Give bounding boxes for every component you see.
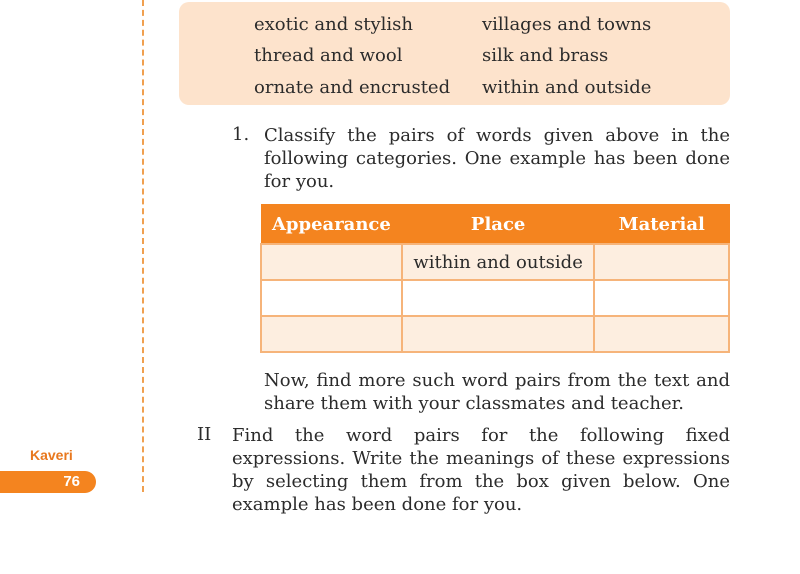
table-cell[interactable] (261, 280, 402, 316)
table-cell[interactable] (402, 316, 595, 352)
table-cell[interactable] (402, 280, 595, 316)
section-instructions: Find the word pairs for the following fixed expressions. Write the meanings of these expressions by selecting them from the box given below. One example has been done for you. (232, 425, 730, 515)
section-number: II (197, 424, 212, 445)
followup-text: Now, find more such word pairs from the text and share them with your classmates and teacher. (264, 370, 730, 414)
page-number-badge (0, 471, 96, 493)
table-cell: within and outside (402, 244, 595, 280)
word-pair: exotic and stylish (254, 14, 413, 35)
classification-table (260, 204, 730, 353)
table-row (261, 244, 729, 280)
question-number: 1. (232, 124, 250, 145)
table-cell[interactable] (261, 244, 402, 280)
page-number: 76 (63, 473, 80, 490)
table-row (261, 280, 729, 316)
header-material: Material (594, 205, 729, 245)
table-cell[interactable] (594, 280, 729, 316)
table-cell[interactable] (594, 316, 729, 352)
word-pair: thread and wool (254, 45, 403, 66)
question-text: Classify the pairs of words given above in the following categories. One example has been done for you. (264, 125, 730, 192)
word-pair: villages and towns (482, 14, 652, 35)
word-pair: within and outside (482, 77, 652, 98)
margin-divider (142, 0, 144, 492)
table-cell[interactable] (261, 316, 402, 352)
word-pair: ornate and encrusted (254, 77, 451, 98)
table-cell[interactable] (594, 244, 729, 280)
table-header-row (261, 205, 729, 245)
table-row (261, 316, 729, 352)
word-pairs-box (179, 2, 730, 105)
header-appearance: Appearance (261, 205, 402, 245)
book-title: Kaveri (30, 447, 73, 463)
header-place: Place (402, 205, 595, 245)
word-pair: silk and brass (482, 45, 609, 66)
